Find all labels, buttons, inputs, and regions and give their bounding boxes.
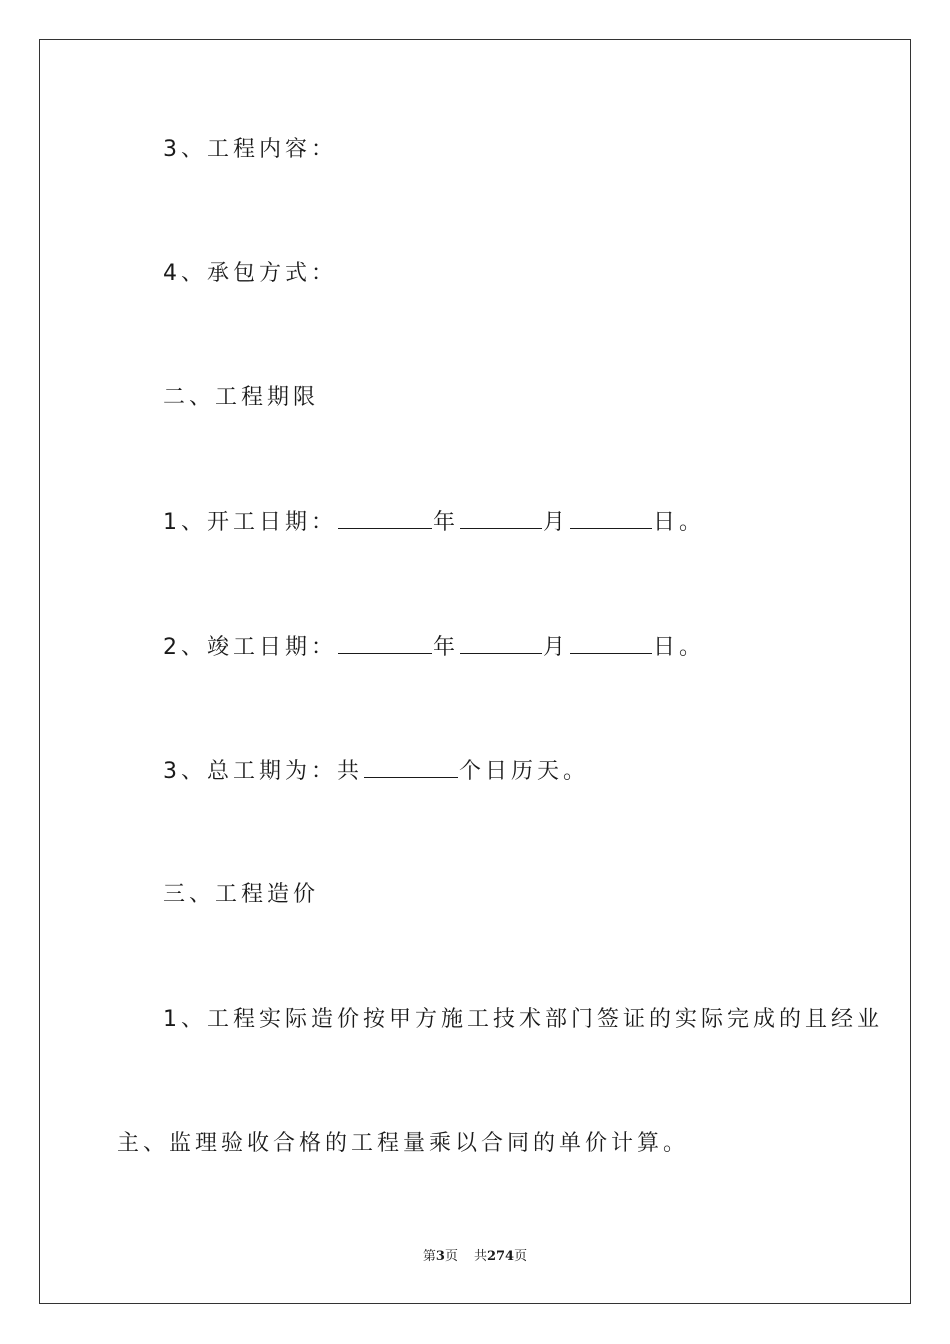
total-duration-label: 3、总工期为：共: [163, 759, 363, 784]
completion-year-blank: [338, 633, 432, 654]
total-duration-blank: [364, 757, 458, 778]
start-month-blank: [460, 508, 542, 529]
completion-date-line: [163, 633, 705, 662]
start-date-label: 1、开工日期：: [163, 510, 337, 535]
section-item-content: 3、工程内容：: [163, 137, 337, 162]
footer-total-pages: 274: [486, 1249, 515, 1264]
total-duration-line: [163, 757, 589, 786]
completion-month-blank: [460, 633, 542, 654]
cost-clause-line-1: 1、工程实际造价按甲方施工技术部门签证的实际完成的且经业: [163, 1007, 883, 1032]
page-footer: [0, 1248, 950, 1266]
completion-year-unit: 年: [433, 635, 460, 660]
footer-total-prefix: 共: [473, 1249, 487, 1264]
start-date-line: [163, 508, 705, 537]
section-item-contract-mode: 4、承包方式：: [163, 261, 337, 286]
footer-total-unit: 页: [514, 1249, 528, 1264]
completion-date-label: 2、竣工日期：: [163, 635, 337, 660]
section-heading-period: 二、工程期限: [163, 385, 320, 410]
footer-page-number: 3: [435, 1249, 445, 1264]
start-day-blank: [570, 508, 652, 529]
cost-clause-line-2: 主、监理验收合格的工程量乘以合同的单价计算。: [117, 1131, 690, 1156]
start-year-blank: [338, 508, 432, 529]
start-day-unit: 日。: [653, 510, 706, 535]
start-year-unit: 年: [433, 510, 460, 535]
completion-month-unit: 月: [543, 635, 570, 660]
completion-day-unit: 日。: [653, 635, 706, 660]
completion-day-blank: [570, 633, 652, 654]
page-border: [39, 39, 911, 1304]
section-heading-cost: 三、工程造价: [163, 882, 320, 907]
footer-page-prefix: 第: [422, 1249, 436, 1264]
footer-page-unit: 页: [444, 1249, 458, 1264]
total-duration-unit: 个日历天。: [459, 759, 590, 784]
start-month-unit: 月: [543, 510, 570, 535]
